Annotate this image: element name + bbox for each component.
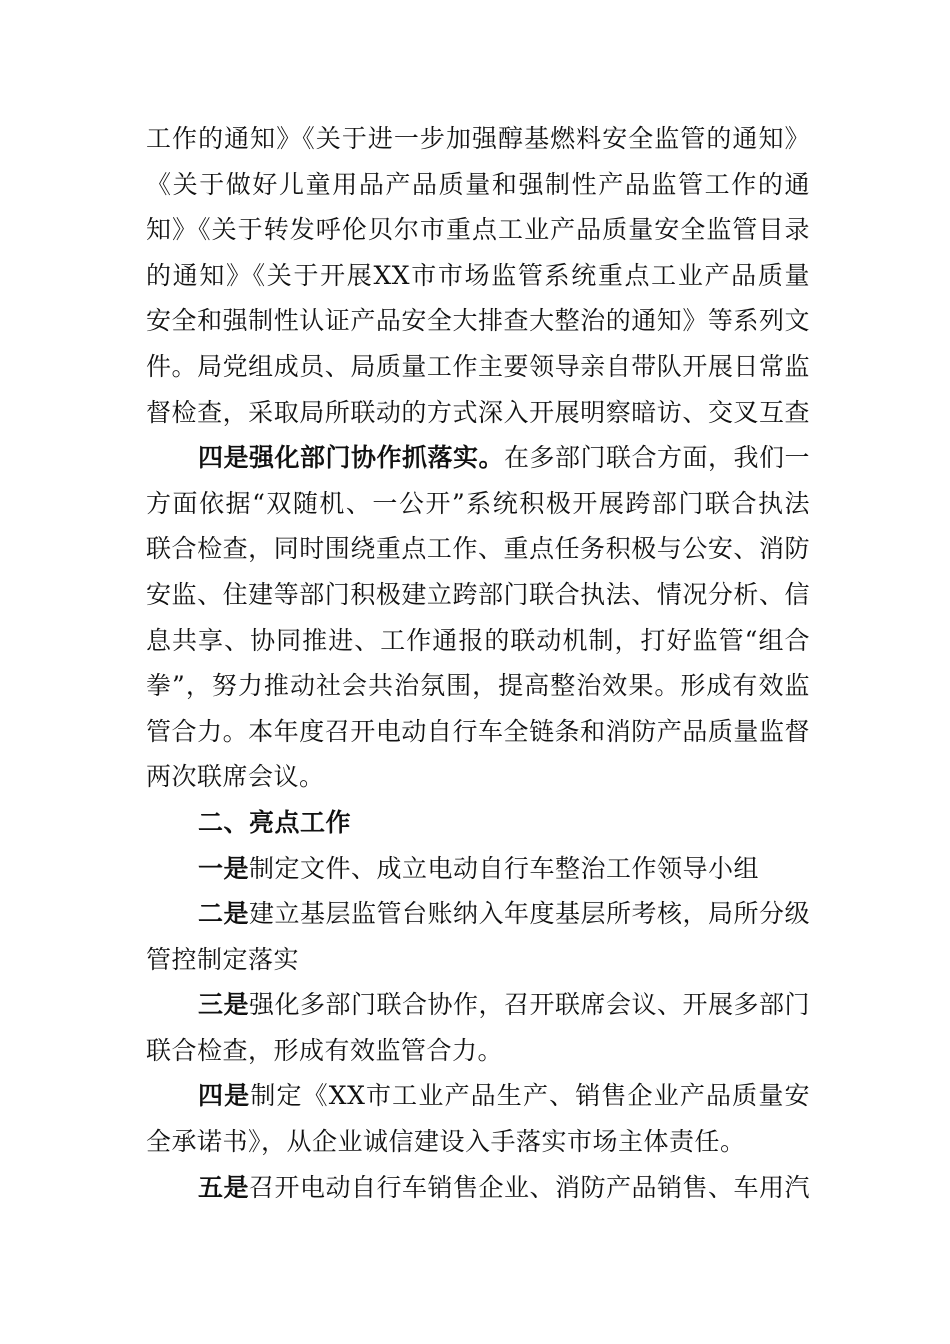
text-line: 安全和强制性认证产品安全大排查大整治的通知》等系列文 [146, 306, 810, 336]
highlight-text: 召开电动自行车销售企业、消防产品销售、车用汽 [249, 1172, 811, 1202]
text-line [146, 1165, 810, 1211]
highlight-text: 制定《XX市工业产品生产、销售企业产品质量安 [250, 1081, 810, 1111]
paragraph-text: 在多部门联合方面，我们一 [504, 443, 811, 473]
section-heading: 二、亮点工作 [198, 807, 352, 837]
document-page [146, 116, 810, 1210]
highlight-item [146, 1073, 810, 1164]
text-line [146, 1073, 810, 1119]
paragraph-department-cooperation [146, 435, 810, 800]
text-line: 安监、住建等部门积极建立跨部门联合执法、情况分析、信 [146, 579, 810, 609]
highlight-item [146, 891, 810, 982]
text-line: 方面依据“双随机、一公开”系统积极开展跨部门联合执法 [146, 488, 810, 518]
text-line: 知》《关于转发呼伦贝尔市重点工业产品质量安全监管目录 [146, 215, 810, 245]
highlight-lead: 五是 [198, 1172, 250, 1202]
text-line [146, 435, 810, 481]
text-line: 督检查，采取局所联动的方式深入开展明察暗访、交叉互查 [146, 397, 810, 427]
text-line: 《关于做好儿童用品产品质量和强制性产品监管工作的通 [146, 169, 810, 199]
text-line [146, 982, 810, 1028]
text-line: 的通知》《关于开展XX市市场监管系统重点工业产品质量 [146, 260, 810, 290]
highlight-item [146, 1165, 810, 1211]
text-line: 全承诺书》，从企业诚信建设入手落实市场主体责任。 [146, 1127, 746, 1157]
highlight-lead: 二是 [198, 899, 250, 929]
highlight-text: 强化多部门联合协作，召开联席会议、开展多部门 [249, 990, 811, 1020]
text-line: 两次联席会议。 [146, 762, 325, 792]
highlight-lead: 一是 [198, 853, 250, 883]
highlight-lead: 三是 [198, 990, 250, 1020]
text-line [146, 846, 810, 892]
highlight-text: 制定文件、成立电动自行车整治工作领导小组 [249, 853, 760, 883]
text-line [146, 891, 810, 937]
text-line: 工作的通知》《关于进一步加强醇基燃料安全监管的通知》 [146, 124, 810, 153]
highlight-lead: 四是 [198, 1081, 251, 1111]
text-line: 件。局党组成员、局质量工作主要领导亲自带队开展日常监 [146, 351, 810, 381]
highlight-item [146, 982, 810, 1073]
text-line: 管控制定落实 [146, 944, 300, 974]
text-line: 联合检查，同时围绕重点工作、重点任务积极与公安、消防 [146, 534, 810, 564]
paragraph-lead: 四是强化部门协作抓落实。 [198, 443, 505, 473]
text-line: 拳”，努力推动社会共治氛围，提高整治效果。形成有效监 [146, 671, 810, 701]
highlight-text: 建立基层监管台账纳入年度基层所考核，局所分级 [249, 899, 811, 929]
text-line: 联合检查，形成有效监管合力。 [146, 1035, 504, 1065]
text-line: 管合力。本年度召开电动自行车全链条和消防产品质量监督 [146, 716, 810, 746]
highlight-item [146, 846, 810, 892]
paragraph-regulations [146, 116, 810, 435]
text-line: 息共享、协同推进、工作通报的联动机制，打好监管“组合 [146, 625, 810, 655]
